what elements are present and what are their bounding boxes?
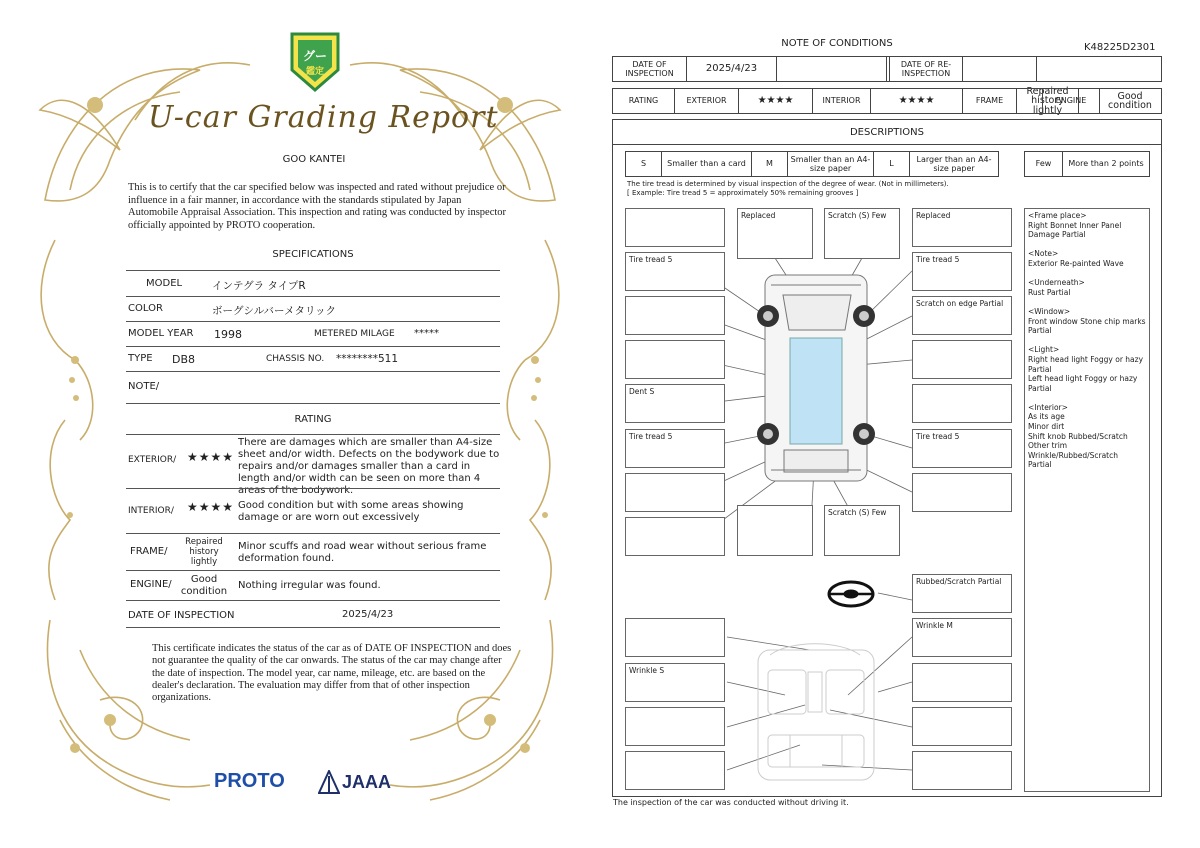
inspection-date-row [612,56,1162,82]
description-box-text: Rubbed/Scratch Partial [916,577,1002,586]
interior-description: Good condition but with some areas showing damage or are worn out excessively [238,500,464,523]
date-of-inspection-value: 2025/4/23 [687,57,777,81]
legend-few-text: More than 2 points [1068,159,1144,169]
description-box-scratch-few [824,505,900,556]
description-box-wrinkle-s [625,663,725,702]
re-inspection-value [963,57,1037,81]
condition-note-line: Partial [1028,460,1052,470]
description-box-scratch-edge [912,296,1012,335]
description-box-empty [625,340,725,379]
condition-note-line: <Interior> [1028,402,1068,412]
description-box-tire-rr [912,429,1012,468]
legend-s-text: Smaller than a card [662,152,752,176]
model-label: MODEL [146,278,183,289]
legend-l-text: Larger than an A4-size paper [916,154,992,173]
description-box-rubbed [912,574,1012,613]
divider [126,296,500,297]
exterior-description: There are damages which are smaller than A4-size sheet and/or width. Defects on the bodywork due to repairs and/or damages smaller than a card in length and/or width can be seen on more than 4 areas of the bodywork. [238,437,500,496]
color-value: ボーグシルバーメタリック [212,305,337,317]
condition-note-line: Right Bonnet Inner Panel [1028,220,1122,230]
divider [126,321,500,322]
report-title: U-car Grading Report [148,100,499,135]
engine-label: ENGINE/ [130,579,172,590]
re-inspection-label: DATE OF RE-INSPECTION [889,57,963,81]
legend-m: M [752,152,788,176]
description-box-empty [912,663,1012,702]
description-box-scratch-few [824,208,900,259]
condition-note-line [1028,393,1146,403]
mileage-value: ***** [414,328,439,339]
description-box-text: Tire tread 5 [629,255,673,264]
tire-tread-note-line2: [ Example: Tire tread 5 = approximately 50% remaining grooves ] [627,189,859,197]
condition-note-line: <Underneath> [1028,278,1085,288]
note-label: NOTE/ [128,381,160,392]
model-value: インテグラ タイプR [212,280,306,292]
legend-l: L [874,152,910,176]
description-box-tire-fr [912,252,1012,291]
condition-note-line: Exterior Re-painted Wave [1028,258,1124,268]
svg-text:鑑定: 鑑定 [305,67,325,77]
date-of-inspection-value: 2025/4/23 [342,609,394,620]
jaaa-logo: JAAA [342,772,392,792]
description-box-replaced [912,208,1012,247]
chassis-label: CHASSIS NO. [266,354,325,364]
exterior-stars: ★★★★ [739,89,813,113]
divider [126,371,500,372]
engine-description: Nothing irregular was found. [238,580,381,591]
condition-note-line: Left head light Foggy or hazy Partial [1028,374,1138,393]
type-label: TYPE [128,353,153,364]
description-box-text: Tire tread 5 [916,432,960,441]
description-box-text: Scratch (S) Few [828,211,887,220]
exterior-stars: ★★★★ [187,450,235,464]
engine-label: ENGINE [1042,89,1100,113]
legend-s: S [626,152,662,176]
description-box-tire-fl [625,252,725,291]
proto-logo [214,770,285,793]
condition-note-line: Minor dirt [1028,422,1065,432]
description-box-empty [625,208,725,247]
frame-value: Repaired history lightly [1017,89,1079,113]
date-of-inspection-label: DATE OF INSPECTION [613,57,687,81]
description-box-empty [912,384,1012,423]
engine-value: Good condition [180,574,228,597]
description-box-empty [625,296,725,335]
interior-stars: ★★★★ [871,89,963,113]
interior-label: INTERIOR [813,89,871,113]
description-box-text: Tire tread 5 [629,432,673,441]
divider [126,570,500,571]
description-box-empty [625,618,725,657]
exterior-label: EXTERIOR [675,89,739,113]
engine-cells [1042,88,1162,114]
frame-label: FRAME/ [130,546,168,557]
condition-note-line [1028,297,1146,307]
document-id: K48225D2301 [1084,42,1156,53]
description-box-text: Wrinkle M [916,621,953,630]
condition-note-line: Wrinkle/Rubbed/Scratch [1028,450,1118,460]
divider [126,533,500,534]
re-inspection-blank [1037,57,1161,81]
condition-note-line: As its age [1028,412,1065,422]
condition-note-line: Other trim [1028,441,1068,451]
certificate-disclaimer: This certificate indicates the status of the car as of DATE OF INSPECTION and does not guarantee the quality of the car onwards. The status of the car may change after the date of inspection. The model year, car name, mileage, etc. are based on the dealer's declaration. The evaluation may differ from that of other inspection organizations. [152,643,512,704]
condition-note-line: <Light> [1028,345,1060,355]
description-box-empty [912,473,1012,512]
description-box-text: Wrinkle S [629,666,665,675]
rating-heading: RATING [294,414,332,425]
interior-label: INTERIOR/ [128,506,174,516]
description-box-text: Scratch (S) Few [828,508,887,517]
condition-notes-list [1024,208,1150,792]
exterior-label: EXTERIOR/ [128,455,177,465]
type-value: DB8 [172,353,196,366]
report-subtitle: GOO KANTEI [282,154,346,165]
description-box-wrinkle-m [912,618,1012,657]
goo-kantei-badge-icon [286,30,344,94]
description-box-empty [912,340,1012,379]
proto-logo-text: PROTO [214,770,285,792]
rating-label: RATING [613,89,675,113]
svg-text:グー: グー [302,49,328,63]
frame-description: Minor scuffs and road wear without serious frame deformation found. [238,541,487,564]
frame-label: FRAME [963,89,1017,113]
chassis-value: ********511 [336,353,399,365]
date-of-inspection-label: DATE OF INSPECTION [128,610,235,621]
legend-m-text: Smaller than an A4-size paper [788,152,874,176]
car-top-view [765,275,867,481]
condition-note-line: Right head light Foggy or hazy Partial [1028,354,1144,374]
description-box-empty [625,707,725,746]
divider [126,270,500,271]
description-box-text: Scratch on edge Partial [916,299,1004,308]
inspection-note: The inspection of the car was conducted without driving it. [613,798,849,807]
divider [126,600,500,601]
damage-size-legend [625,151,999,177]
divider [126,434,500,435]
description-box-empty [912,751,1012,790]
condition-note-line [1028,240,1146,250]
steering-wheel-icon [829,582,873,606]
model-year-value: 1998 [214,328,242,341]
condition-note-line: <Note> [1028,249,1059,259]
description-box-empty [912,707,1012,746]
description-box-empty [625,751,725,790]
condition-note-line: <Frame place> [1028,211,1087,220]
color-label: COLOR [128,303,163,314]
jaaa-emblem-icon [318,770,340,794]
condition-note-line: Front window Stone chip marks Partial [1028,316,1146,336]
frame-value: Repaired history lightly [185,537,223,567]
description-box-text: Dent S [629,387,655,396]
condition-note-line: <Window> [1028,306,1071,316]
description-box-tire-rl [625,429,725,468]
divider [126,346,500,347]
car-interior-sketch [758,644,874,780]
description-box-text: Replaced [741,211,776,220]
few-legend [1024,151,1150,177]
description-box-empty [737,505,813,556]
divider [126,403,500,404]
frame-value-cell [978,88,1042,114]
badge-text [292,60,296,61]
description-box-replaced [737,208,813,259]
condition-note-line [1028,269,1146,279]
condition-note-line: Damage Partial [1028,230,1086,240]
date-blank-cell [777,57,887,81]
description-box-dent [625,384,725,423]
description-box-text: Replaced [916,211,951,220]
legend-few: Few [1025,152,1063,176]
divider [126,627,500,628]
model-year-label: MODEL YEAR [128,328,194,339]
condition-note-line [1028,336,1146,346]
description-box-empty [625,517,725,556]
engine-value: Good condition [1108,90,1152,111]
tire-tread-note-line1: The tire tread is determined by visual inspection of the degree of wear. (Not in millimeters). [627,180,949,188]
tire-tread-note [627,180,949,198]
certification-text: This is to certify that the car specified below was inspected and rated without prejudice or influence in a fair manner, in accordance with the standards stipulated by Japan Automobile Appraisal Association. This inspection and rating was conducted by inspector officially appointed by PROTO cooperation. [128,182,507,231]
condition-note-line: Shift knob Rubbed/Scratch [1028,431,1128,441]
mileage-label: METERED MILAGE [314,329,395,339]
description-box-text: Tire tread 5 [916,255,960,264]
condition-note-line: Rust Partial [1028,287,1071,297]
descriptions-heading: DESCRIPTIONS [613,120,1161,145]
note-of-conditions-title: NOTE OF CONDITIONS [781,38,893,49]
description-box-empty [625,473,725,512]
interior-stars: ★★★★ [187,500,235,514]
divider [126,488,500,489]
specifications-heading: SPECIFICATIONS [272,249,354,260]
